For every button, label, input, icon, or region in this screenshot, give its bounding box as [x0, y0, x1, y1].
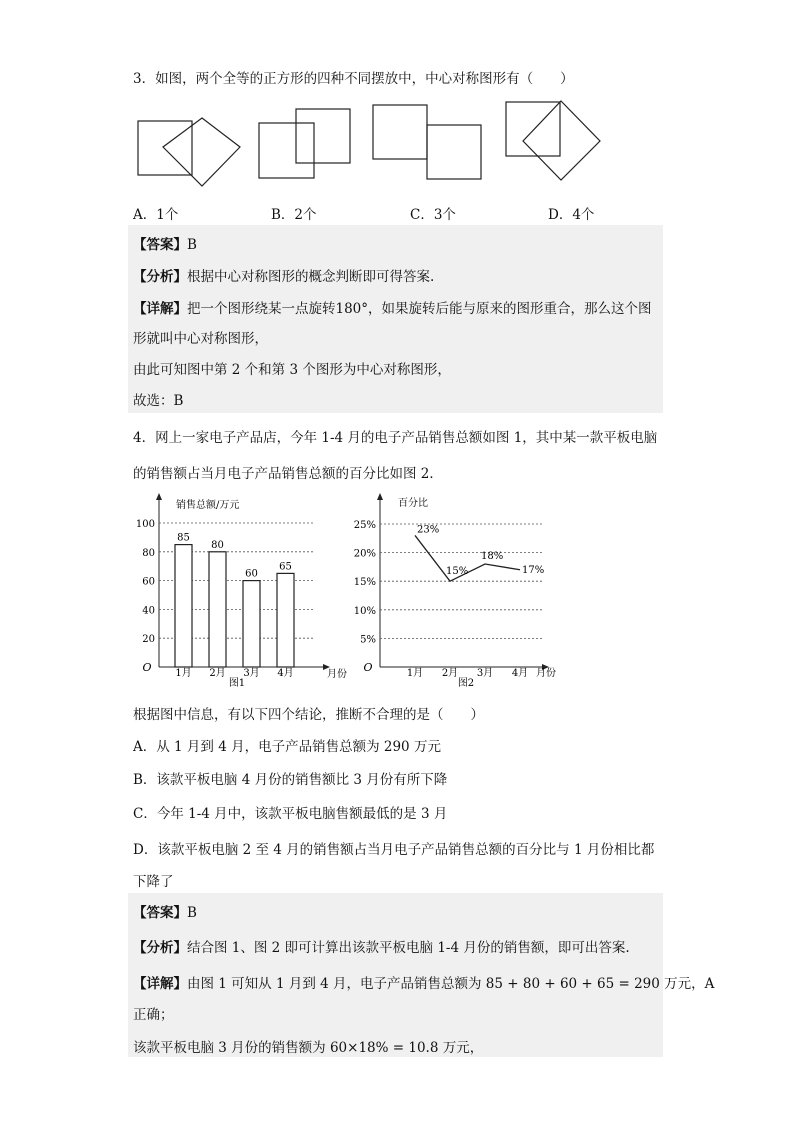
q3-detail: 【详解】把一个图形绕某一点旋转180°，如果旋转后能与原来的图形重合，那么这个图 — [133, 301, 652, 317]
data-value-label: 23% — [417, 524, 440, 536]
y-tick-label: 60 — [142, 576, 155, 588]
q4-detail-line-3: 该款平板电脑 3 月份的销售额为 60×18% = 10.8 万元， — [133, 1040, 484, 1056]
bar — [209, 552, 226, 667]
q4-analysis: 【分析】结合图 1、图 2 即可计算出该款平板电脑 1-4 月份的销售额，即可出答案. — [133, 940, 630, 956]
x-tick-label: 3月 — [243, 668, 260, 679]
q4-question: 根据图中信息，有以下四个结论，推断不合理的是（ ） — [133, 707, 484, 723]
q3-fig1-square-b — [163, 118, 240, 186]
q3-detail-line-4: 故选：B — [133, 393, 184, 409]
x-axis-title: 月份 — [327, 669, 347, 680]
y-tick-label: 20 — [142, 634, 155, 646]
y-axis-arrow — [156, 493, 162, 500]
q3-fig1-square-a — [138, 121, 192, 175]
figure2-line-chart — [353, 490, 560, 690]
figure-caption: 图2 — [457, 678, 475, 689]
bar-value-label: 85 — [177, 532, 190, 544]
q3-fig2-square-a — [259, 123, 314, 178]
q4-detail: 【详解】由图 1 可知从 1 月到 4 月，电子产品销售总额为 85 + 80 + 60 + 65 = 290 万元，A — [133, 976, 715, 992]
q4-stem-line-1: 4．网上一家电子产品店，今年 1-4 月的电子产品销售总额如图 1，其中某一款平板电脑 — [133, 430, 658, 446]
y-axis-title: 百分比 — [398, 498, 428, 509]
origin-label: O — [142, 661, 152, 674]
x-tick-label: 2月 — [209, 668, 226, 679]
q3-fig2-square-b — [296, 109, 350, 163]
x-tick-label: 1月 — [406, 668, 424, 679]
q3-solution-panel — [128, 225, 663, 413]
y-tick-label: 5% — [360, 634, 376, 646]
q3-fig4-square-b — [523, 101, 600, 180]
q3-answer: 【答案】B — [133, 237, 197, 253]
y-tick-label: 40 — [142, 605, 155, 617]
q3-option-a: A．1个 — [133, 207, 179, 223]
q4-option-b: B．该款平板电脑 4 月份的销售额比 3 月份有所下降 — [133, 772, 448, 788]
y-tick-label: 15% — [353, 577, 376, 589]
y-tick-label: 10% — [353, 605, 376, 617]
x-axis-title: 月份 — [536, 668, 556, 679]
y-tick-label: 25% — [353, 520, 376, 531]
q3-fig3-square-a — [373, 105, 427, 159]
bar — [243, 581, 260, 667]
y-axis-title: 销售总额/万元 — [176, 500, 240, 511]
figure-caption: 图1 — [228, 678, 246, 689]
x-tick-label: 2月 — [441, 668, 459, 679]
q4-detail-line-2: 正确； — [133, 1007, 174, 1023]
figure1-bar-chart — [135, 490, 347, 690]
x-tick-label: 1月 — [175, 668, 192, 679]
bar — [277, 573, 294, 667]
q3-detail-line-3: 由此可知图中第 2 个和第 3 个图形为中心对称图形， — [133, 362, 451, 378]
q3-square-figures — [130, 98, 610, 190]
data-value-label: 18% — [481, 551, 504, 563]
q4-option-d: D．该款平板电脑 2 至 4 月的销售额占当月电子产品销售总额的百分比与 1 月份相比都 — [133, 842, 655, 858]
q4-answer: 【答案】B — [133, 905, 197, 921]
y-tick-label: 80 — [142, 547, 155, 559]
q3-option-d: D．4个 — [548, 207, 595, 223]
y-tick-label: 20% — [353, 548, 376, 560]
y-tick-label: 100 — [135, 519, 155, 530]
q3-fig3-square-b — [427, 125, 481, 179]
bar-value-label: 65 — [279, 561, 292, 573]
bar — [175, 545, 192, 667]
origin-label: O — [363, 661, 373, 674]
q3-option-b: B．2个 — [271, 207, 317, 223]
bar-value-label: 80 — [211, 539, 224, 551]
bar-value-label: 60 — [245, 568, 258, 580]
q4-stem-line-2: 的销售额占当月电子产品销售总额的百分比如图 2． — [133, 466, 443, 482]
x-tick-label: 4月 — [511, 668, 529, 679]
q4-option-d-line-2: 下降了 — [133, 874, 174, 890]
q3-stem: 3．如图，两个全等的正方形的四种不同摆放中，中心对称图形有（ ） — [133, 71, 574, 87]
q4-option-a: A．从 1 月到 4 月，电子产品销售总额为 290 万元 — [133, 739, 441, 755]
q4-option-c: C．今年 1-4 月中，该款平板电脑售额最低的是 3 月 — [133, 806, 448, 822]
q3-option-c: C．3个 — [410, 207, 456, 223]
y-axis-arrow — [377, 493, 383, 500]
data-value-label: 17% — [522, 564, 545, 576]
q3-analysis: 【分析】根据中心对称图形的概念判断即可得答案. — [133, 269, 435, 285]
x-tick-label: 3月 — [476, 668, 494, 679]
q3-detail-line-2: 形就叫中心对称图形， — [133, 331, 268, 347]
data-value-label: 15% — [446, 566, 469, 578]
x-tick-label: 4月 — [277, 668, 294, 679]
